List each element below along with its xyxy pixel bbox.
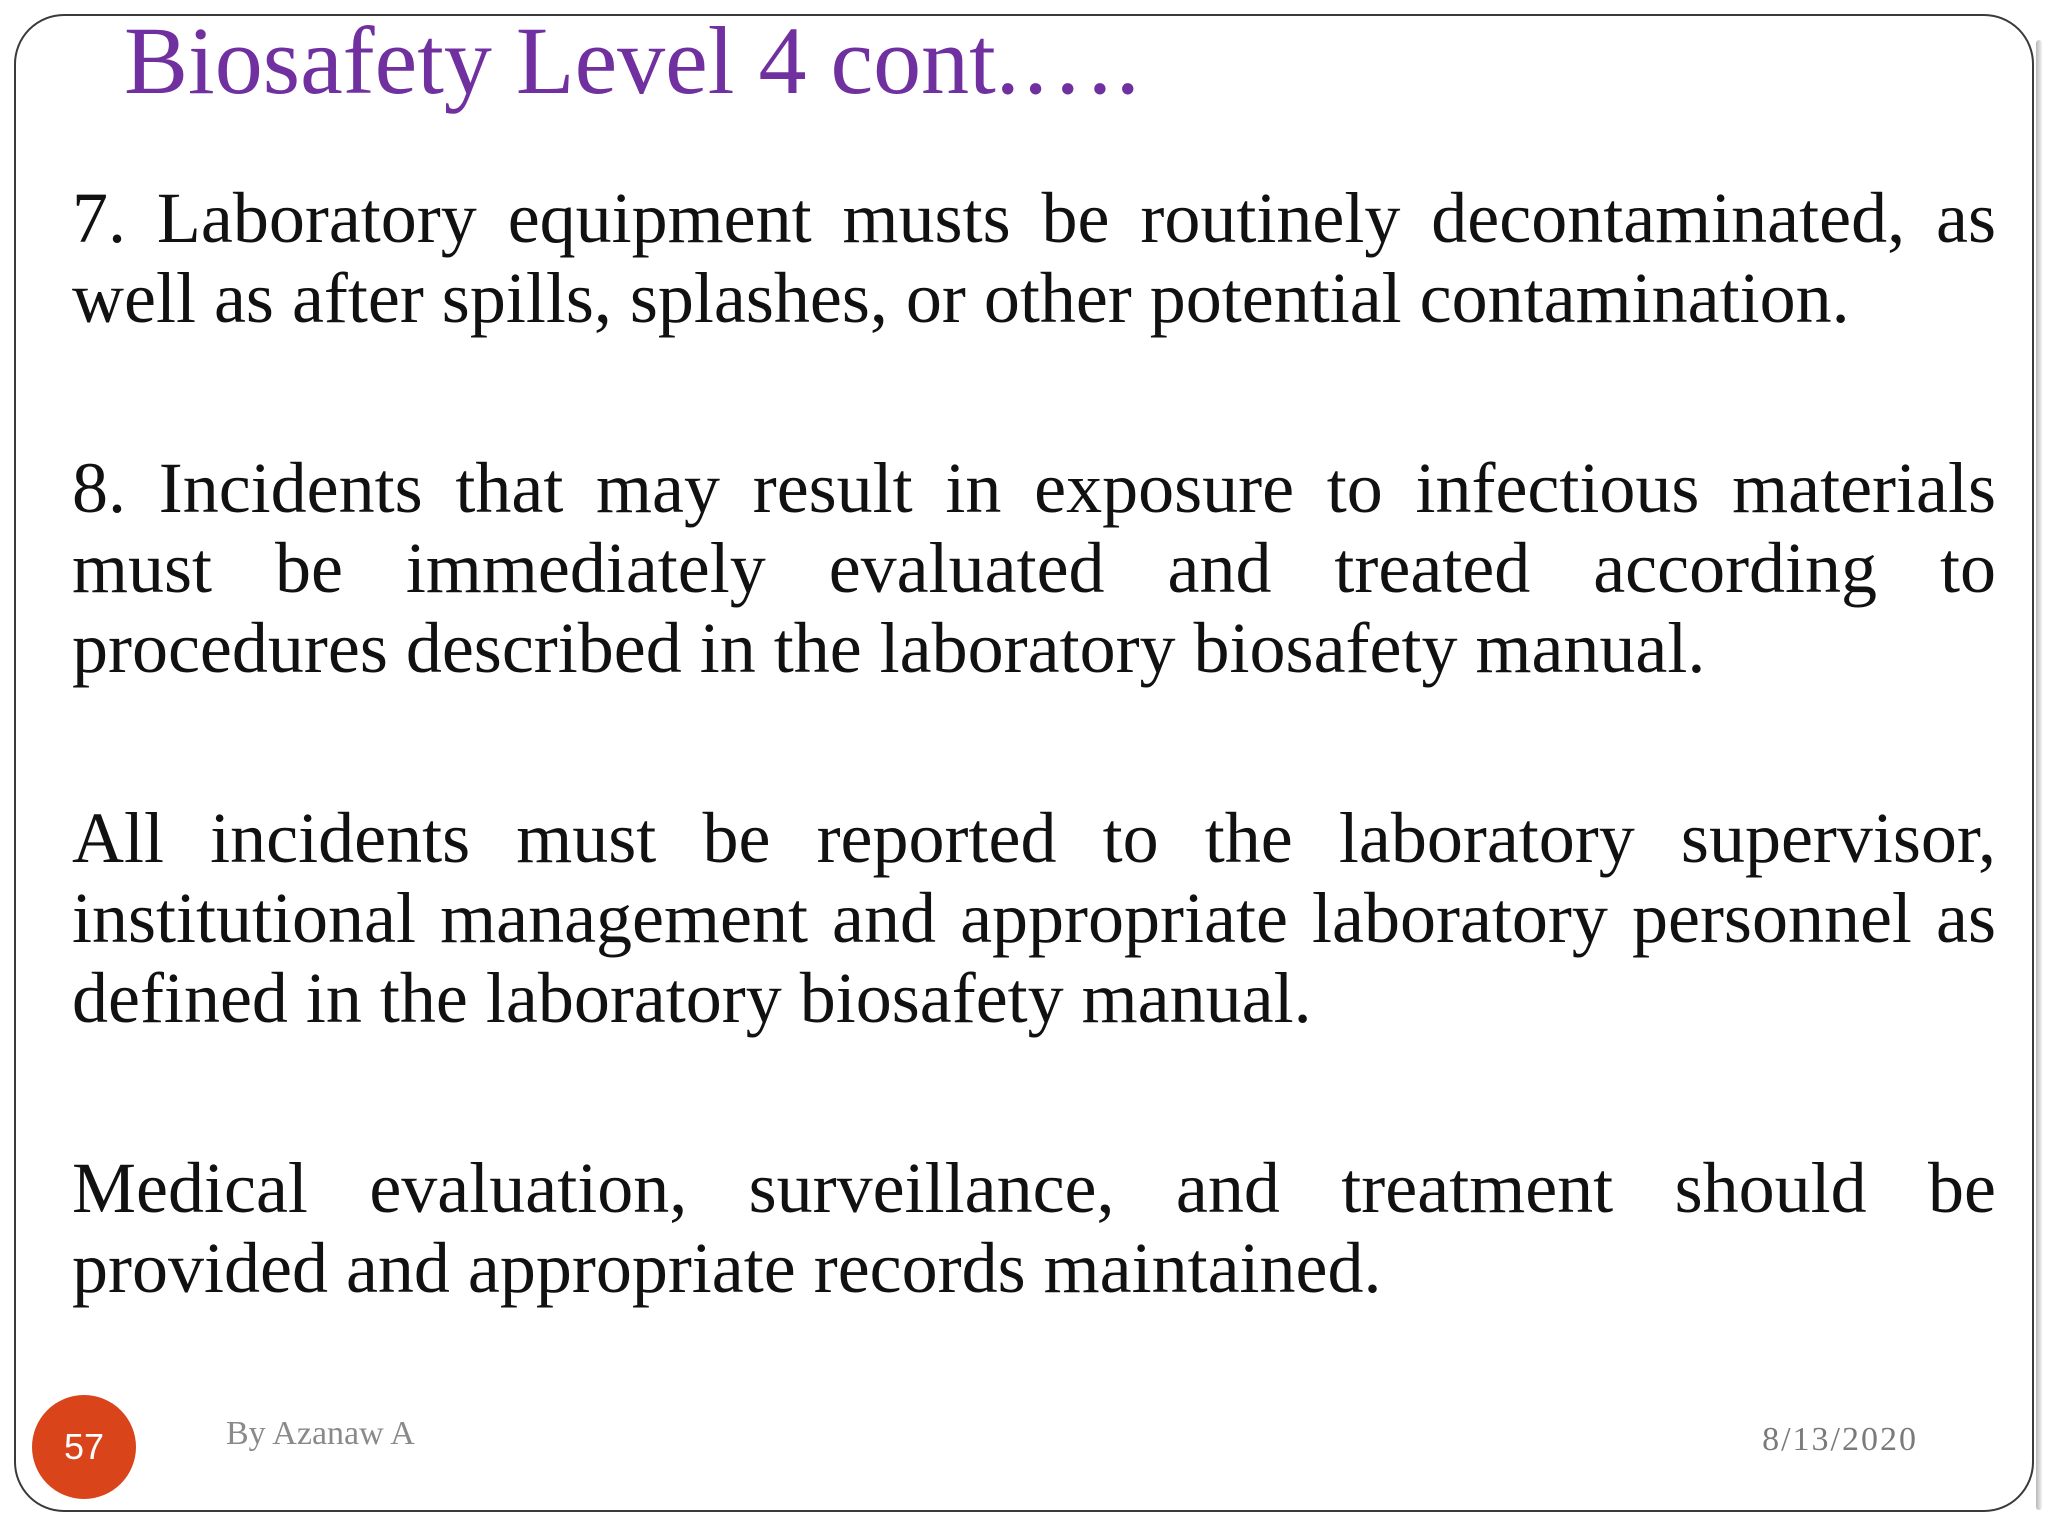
slide-title: Biosafety Level 4 cont.…. <box>124 7 1140 114</box>
date-footer: 8/13/2020 <box>1762 1421 1918 1458</box>
paragraph-medical-evaluation: Medical evaluation, surveillance, and treatment should be provided and appropriate records maintained. <box>72 1148 1996 1308</box>
author-footer: By Azanaw A <box>226 1415 415 1452</box>
paragraph-8-incidents: 8. Incidents that may result in exposure to infectious materials must be immediately evaluated and treated according to procedures described in the laboratory biosafety manual. <box>72 448 1996 688</box>
slide-body <box>72 178 1996 1308</box>
paragraph-7-equipment: 7. Laboratory equipment musts be routinely decontaminated, as well as after spills, splashes, or other potential contamination. <box>72 178 1996 338</box>
page-number-badge: 57 <box>32 1395 136 1499</box>
paragraph-reporting: All incidents must be reported to the laboratory supervisor, institutional management and appropriate laboratory personnel as defined in the laboratory biosafety manual. <box>72 798 1996 1038</box>
slide-frame-shadow <box>2036 40 2042 1510</box>
